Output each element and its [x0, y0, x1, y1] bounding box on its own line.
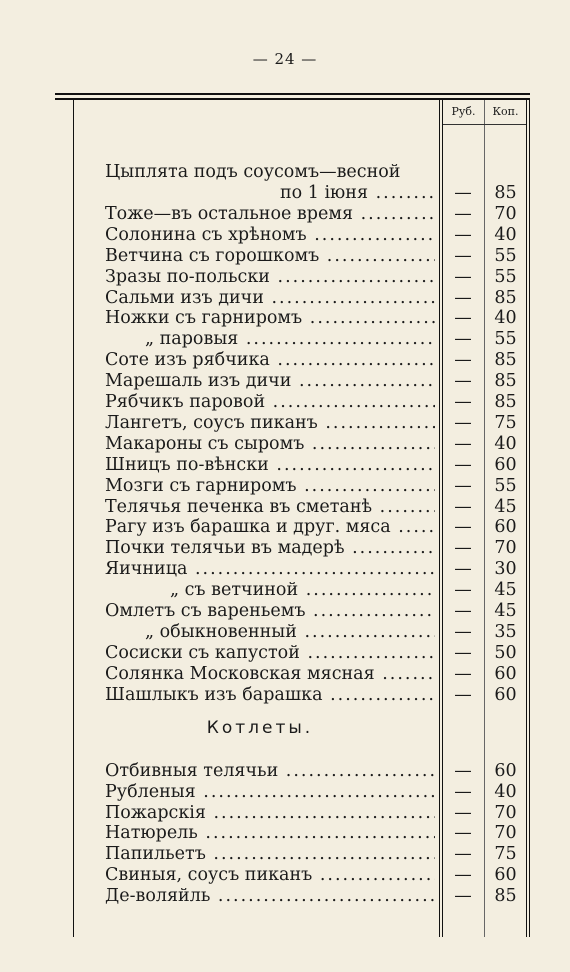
- price-rub: —: [454, 601, 472, 621]
- dish-name: Пожарскія .....: [105, 803, 435, 824]
- price-kop: 55: [494, 266, 517, 287]
- price-rub: —: [454, 865, 472, 885]
- price-kop: 85: [494, 885, 517, 906]
- price-rub: —: [454, 412, 472, 433]
- price-rub: —: [454, 183, 472, 203]
- price-rub: —: [454, 350, 472, 371]
- price-rub: —: [454, 496, 472, 517]
- price-rub: —: [454, 885, 472, 906]
- dish-name: по 1 іюня .....: [105, 183, 435, 204]
- dish-name: Марешаль изъ дичи .....: [105, 371, 435, 392]
- kop-column-header: Коп.: [492, 105, 519, 118]
- left-rule: [73, 100, 74, 937]
- dish-name: Мозги съ гарниромъ .....: [105, 476, 435, 497]
- price-rub: —: [454, 392, 472, 412]
- rub-column-header: Руб.: [451, 105, 476, 118]
- price-rub: —: [454, 559, 472, 580]
- price-kop: 85: [494, 392, 517, 412]
- price-kop: 70: [494, 823, 517, 844]
- price-rub: —: [454, 308, 472, 329]
- dish-name: Де-воляйль .....: [105, 886, 435, 907]
- top-rule: [55, 93, 530, 95]
- dish-name: Свиныя, соусъ пиканъ .....: [105, 865, 435, 886]
- price-kop: 40: [494, 224, 517, 245]
- price-rub: —: [454, 245, 472, 266]
- right-rule: [526, 100, 527, 937]
- price-kop: 60: [494, 517, 517, 538]
- price-rub: —: [454, 538, 472, 559]
- dish-name: Рагу изъ барашка и друг. мяса .....: [105, 517, 435, 538]
- dish-name: Рубленыя .....: [105, 782, 435, 803]
- dish-name: Лангетъ, соусъ пиканъ .....: [105, 413, 435, 434]
- dish-name: Солонина съ хрѣномъ .....: [105, 225, 435, 246]
- dish-name: Зразы по-польски .....: [105, 267, 435, 288]
- price-rub: —: [454, 684, 472, 705]
- dish-name: Ветчина съ горошкомъ .....: [105, 246, 435, 267]
- dish-name: Рябчикъ паровой .....: [105, 392, 435, 413]
- price-kop: 55: [494, 475, 517, 496]
- page-number: — 24 —: [252, 50, 318, 68]
- price-kop: 60: [494, 454, 517, 475]
- price-rub: —: [454, 642, 472, 663]
- price-kop: 70: [494, 802, 517, 823]
- dish-name: Сальми изъ дичи .....: [105, 288, 435, 309]
- price-kop: 45: [494, 496, 517, 517]
- section-title: Котлеты.: [206, 718, 314, 738]
- price-rub: —: [454, 517, 472, 538]
- dish-name: Почки телячьи въ мадерѣ .....: [105, 538, 435, 559]
- price-rub: —: [454, 433, 472, 454]
- dish-name: Сосиски съ капустой .....: [105, 643, 435, 664]
- price-kop: 50: [494, 642, 517, 663]
- price-rub: —: [454, 224, 472, 245]
- price-kop: 85: [494, 350, 517, 371]
- dish-name: Шашлыкъ изъ барашка .....: [105, 685, 435, 706]
- dish-name: Соте изъ рябчика .....: [105, 350, 435, 371]
- dish-name: Омлетъ съ вареньемъ .....: [105, 601, 435, 622]
- price-kop: 75: [494, 412, 517, 433]
- dish-name: Макароны съ сыромъ .....: [105, 434, 435, 455]
- price-rub: —: [454, 663, 472, 684]
- price-column-rule-inner: [442, 100, 443, 937]
- price-kop: 60: [494, 684, 517, 705]
- dish-name: Солянка Московская мясная .....: [105, 664, 435, 685]
- dish-name: Шницъ по-вѣнски .....: [105, 455, 435, 476]
- price-rub: —: [454, 823, 472, 844]
- price-kop: 85: [494, 371, 517, 392]
- price-rub: —: [454, 371, 472, 392]
- price-rub: —: [454, 761, 472, 781]
- price-kop: 60: [494, 663, 517, 684]
- price-kop: 40: [494, 308, 517, 329]
- header-underline: [443, 124, 526, 125]
- price-kop: 35: [494, 621, 517, 642]
- dish-name-line1: Цыплята подъ соусомъ—весной: [105, 162, 401, 182]
- price-rub: —: [454, 287, 472, 308]
- price-kop: 55: [494, 329, 517, 350]
- dish-name: Яичница .....: [105, 559, 435, 580]
- price-kop: 85: [494, 287, 517, 308]
- price-rub: —: [454, 621, 472, 642]
- price-kop: 45: [494, 601, 517, 621]
- price-rub: —: [454, 203, 472, 224]
- price-rub: —: [454, 802, 472, 823]
- dish-name: Телячья печенка въ сметанѣ .....: [105, 497, 435, 518]
- price-kop: 40: [494, 433, 517, 454]
- dish-name: Тоже—въ остальное время .....: [105, 204, 435, 225]
- dish-name: „ паровыя .....: [105, 329, 435, 350]
- price-kop: 45: [494, 580, 517, 601]
- price-kop: 75: [494, 844, 517, 865]
- price-column-rule: [439, 100, 440, 937]
- price-rub: —: [454, 844, 472, 865]
- dish-name: Ножки съ гарниромъ .....: [105, 308, 435, 329]
- price-kop: 55: [494, 245, 517, 266]
- price-rub: —: [454, 475, 472, 496]
- right-rule-inner: [529, 100, 530, 937]
- price-rub: —: [454, 266, 472, 287]
- price-kop: 70: [494, 538, 517, 559]
- price-rub: —: [454, 580, 472, 601]
- price-kop: 60: [494, 761, 517, 781]
- dish-name: Папильетъ .....: [105, 844, 435, 865]
- price-rub: —: [454, 329, 472, 350]
- price-kop: 30: [494, 559, 517, 580]
- price-kop: 60: [494, 865, 517, 885]
- dish-name: „ обыкновенный .....: [105, 622, 435, 643]
- price-kop: 40: [494, 781, 517, 802]
- price-rub: —: [454, 454, 472, 475]
- price-kop: 85: [494, 183, 517, 203]
- dish-name: Отбивныя телячьи .....: [105, 761, 435, 782]
- price-kop: 70: [494, 203, 517, 224]
- dish-name: Натюрель .....: [105, 823, 435, 844]
- dish-name: „ съ ветчиной .....: [105, 580, 435, 601]
- price-rub: —: [454, 781, 472, 802]
